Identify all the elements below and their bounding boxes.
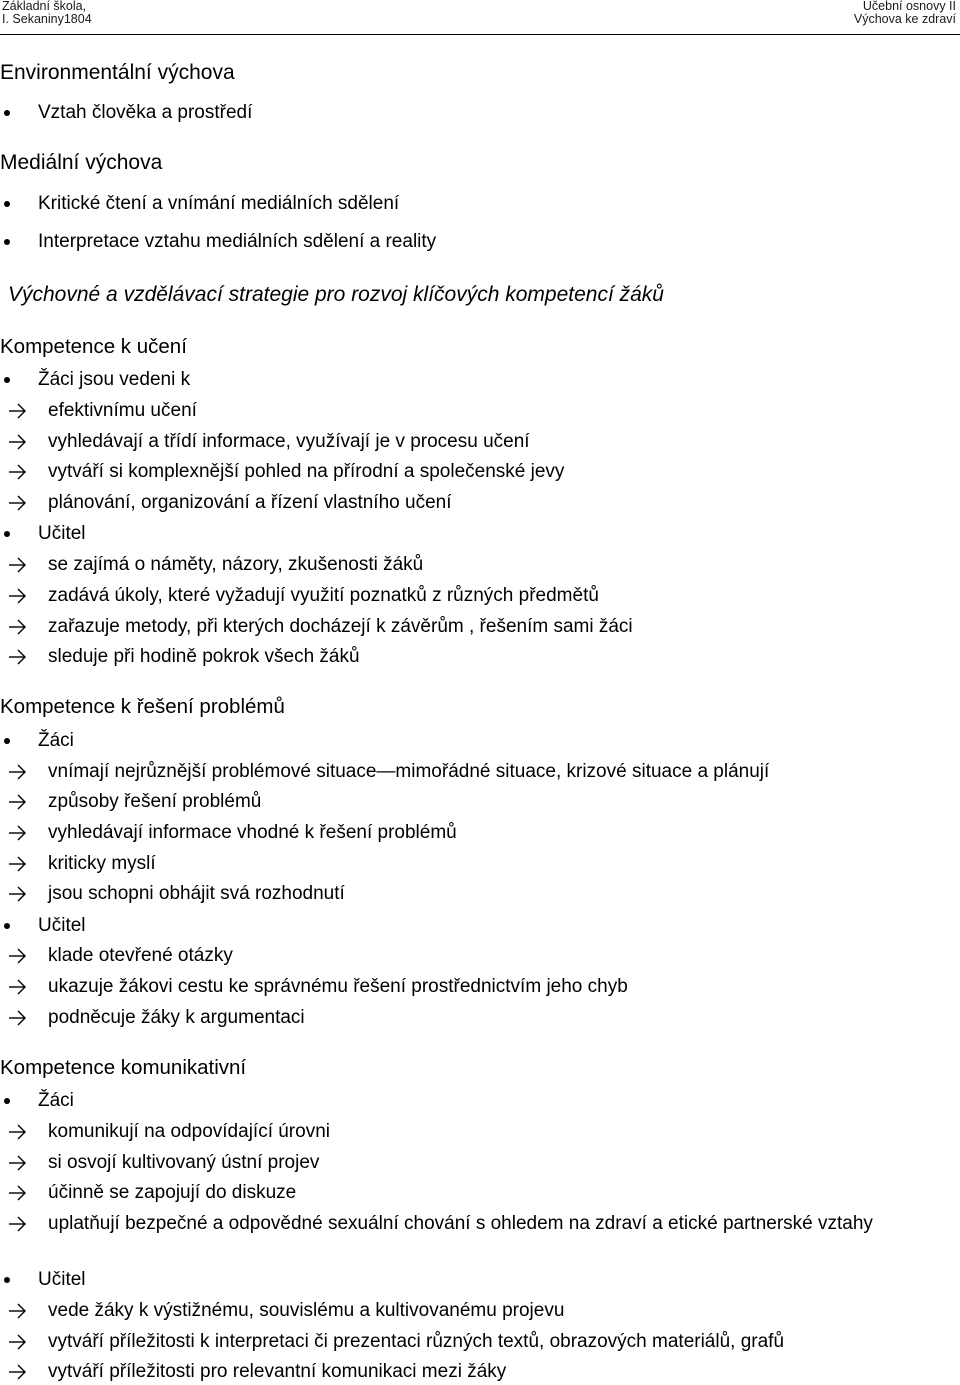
arrow-icon — [8, 648, 28, 666]
competence-title-learning: Kompetence k učení — [0, 335, 187, 358]
arrow-icon — [8, 885, 28, 903]
list-item: zadává úkoly, které vyžadují využití poznatků z různých předmětů — [0, 584, 954, 608]
arrow-icon — [8, 1123, 28, 1141]
list-item: Vztah člověka a prostředí — [0, 101, 954, 125]
list-item: vyhledávají a třídí informace, využívají je v procesu učení — [0, 430, 954, 454]
list-item: Kritické čtení a vnímání mediálních sdělení — [0, 192, 954, 216]
list-item: efektivnímu učení — [0, 399, 954, 423]
arrow-icon — [8, 855, 28, 873]
list-item: vytváří si komplexnější pohled na přírodní a společenské jevy — [0, 460, 954, 484]
arrow-icon — [8, 1302, 28, 1320]
list-item: zařazuje metody, při kterých docházejí k závěrům , řešením sami žáci — [0, 615, 954, 639]
section-title-environmental: Environmentální výchova — [0, 61, 235, 84]
arrow-icon — [8, 793, 28, 811]
competence-title-communication: Kompetence komunikativní — [0, 1056, 247, 1079]
section-title-media: Mediální výchova — [0, 151, 163, 174]
header-right — [854, 0, 956, 26]
arrow-icon — [8, 1333, 28, 1351]
arrow-icon — [8, 824, 28, 842]
header-divider — [0, 34, 960, 35]
arrow-icon — [8, 402, 28, 420]
list-item: vnímají nejrůznější problémové situace—mimořádné situace, krizové situace a plánují — [0, 760, 954, 784]
arrow-icon — [8, 1184, 28, 1202]
arrow-icon — [8, 463, 28, 481]
arrow-icon — [8, 587, 28, 605]
pupils-label: Žáci — [0, 729, 954, 753]
list-item: vytváří příležitosti pro relevantní komunikaci mezi žáky — [0, 1360, 954, 1384]
list-item: sleduje při hodině pokrok všech žáků — [0, 645, 954, 669]
list-item: se zajímá o náměty, názory, zkušenosti žáků — [0, 553, 954, 577]
teacher-label: Učitel — [0, 914, 954, 938]
arrow-icon — [8, 494, 28, 512]
strategy-heading: Výchovné a vzdělávací strategie pro rozvoj klíčových kompetencí žáků — [8, 283, 664, 306]
header-left — [2, 0, 92, 26]
list-item: vyhledávají informace vhodné k řešení problémů — [0, 821, 954, 845]
list-item: si osvojí kultivovaný ústní projev — [0, 1151, 954, 1175]
document-title: Učební osnovy II — [862, 0, 956, 13]
arrow-icon — [8, 1363, 28, 1381]
arrow-icon — [8, 556, 28, 574]
list-item: podněcuje žáky k argumentaci — [0, 1006, 954, 1030]
list-item: komunikují na odpovídající úrovni — [0, 1120, 954, 1144]
arrow-icon — [8, 433, 28, 451]
list-item: ukazuje žákovi cestu ke správnému řešení prostřednictvím jeho chyb — [0, 975, 954, 999]
list-item: uplatňují bezpečné a odpovědné sexuální chování s ohledem na zdraví a etické partnerské vztahy — [0, 1212, 954, 1236]
arrow-icon — [8, 1154, 28, 1172]
teacher-label: Učitel — [0, 1268, 954, 1292]
arrow-icon — [8, 618, 28, 636]
pupils-label: Žáci jsou vedeni k — [0, 368, 954, 392]
subject-name: Výchova ke zdraví — [853, 12, 956, 26]
list-item: jsou schopni obhájit svá rozhodnutí — [0, 882, 954, 906]
list-item: plánování, organizování a řízení vlastního učení — [0, 491, 954, 515]
competence-title-problems: Kompetence k řešení problémů — [0, 695, 285, 718]
list-item: účinně se zapojují do diskuze — [0, 1181, 954, 1205]
arrow-icon — [8, 1009, 28, 1027]
school-name: Základní škola, — [2, 0, 87, 13]
pupils-label: Žáci — [0, 1089, 954, 1113]
list-item: Interpretace vztahu mediálních sdělení a reality — [0, 230, 954, 254]
arrow-icon — [8, 947, 28, 965]
arrow-icon — [8, 763, 28, 781]
list-item: vede žáky k výstižnému, souvislému a kultivovanému projevu — [0, 1299, 954, 1323]
school-address: I. Sekaniny1804 — [2, 12, 92, 26]
list-item: kriticky myslí — [0, 852, 954, 876]
teacher-label: Učitel — [0, 522, 954, 546]
list-item: způsoby řešení problémů — [0, 790, 954, 814]
list-item: vytváří příležitosti k interpretaci či prezentaci různých textů, obrazových materiálů, grafů — [0, 1330, 954, 1354]
list-item: klade otevřené otázky — [0, 944, 954, 968]
arrow-icon — [8, 1215, 28, 1233]
arrow-icon — [8, 978, 28, 996]
